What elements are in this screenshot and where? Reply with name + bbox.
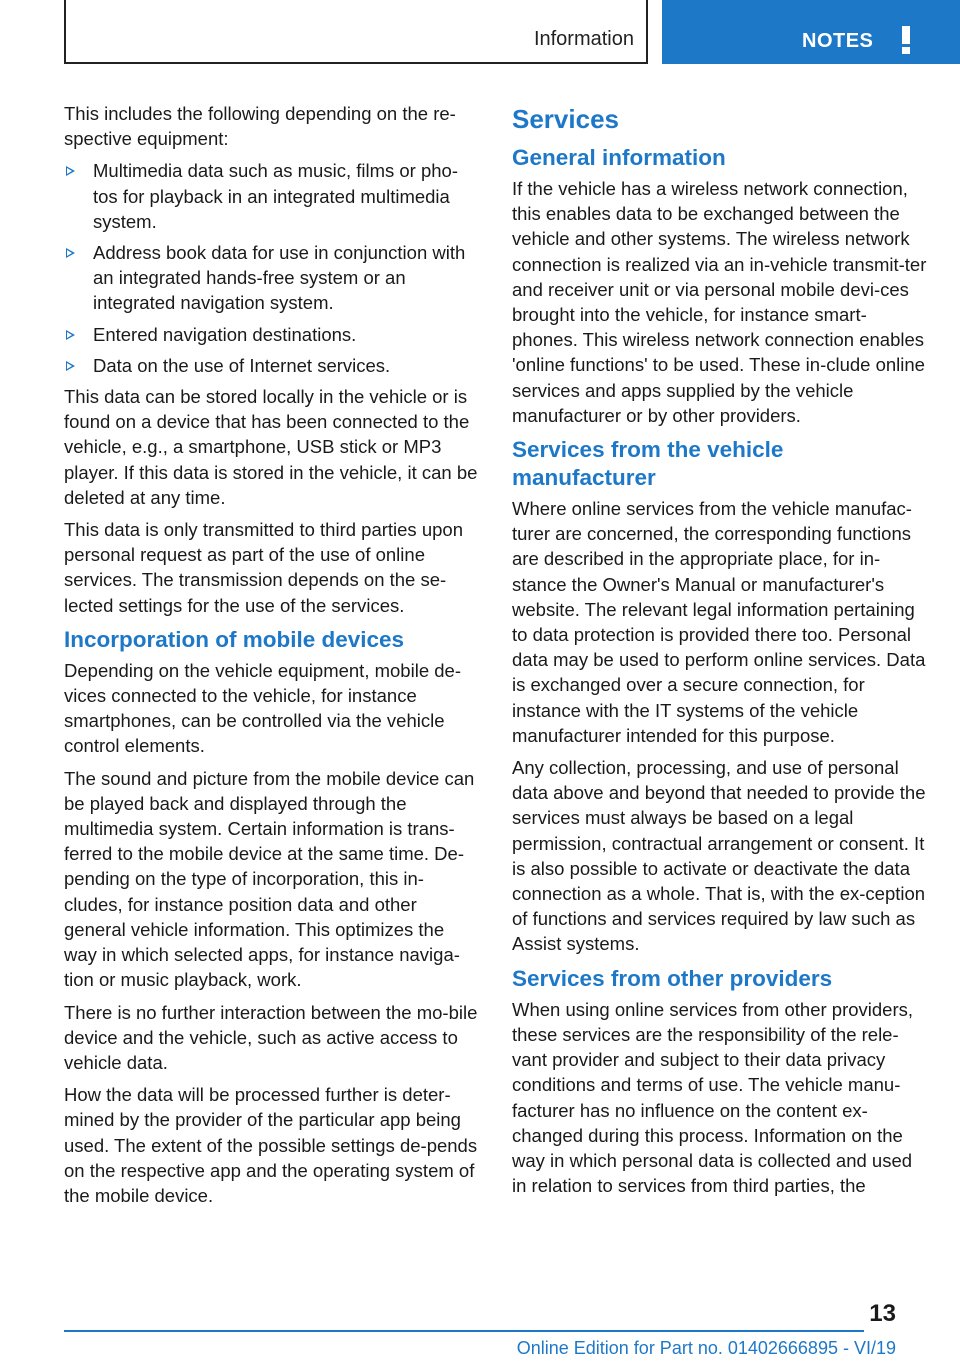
- header-section-box: [64, 0, 648, 64]
- edition-footer: Online Edition for Part no. 01402666895 - VI/19: [516, 1338, 896, 1358]
- list-item-text: Multimedia data such as music, films or pho-tos for playback in an integrated multimedia system.: [93, 160, 458, 232]
- list-item: [64, 322, 480, 347]
- list-item-text: Entered navigation destinations.: [93, 323, 357, 345]
- mobile-paragraph-2: The sound and picture from the mobile device can be played back and displayed through the multimedia system. Certain information is trans-ferred to the mobile device at the same time. De-pending on the type of incorporation, this in-cludes, for instance position data and other general vehicle information. This optimizes the way in which selected apps, for instance naviga-tion or music playback, work.: [64, 767, 475, 991]
- bullet-triangle-icon: [66, 361, 75, 371]
- storage-paragraph: This data can be stored locally in the vehicle or is found on a device that has been connected to the vehicle, e.g., a smartphone, USB stick or MP3 player. If this data is stored in the vehicle, it can be deleted at any time.: [64, 386, 478, 508]
- manufacturer-services-heading: Services from the vehicle manufacturer: [512, 437, 784, 491]
- services-heading: Services: [512, 104, 619, 134]
- list-item-text: Address book data for use in conjunction with an integrated hands-free system or an integrated navigation system.: [93, 242, 466, 314]
- right-column: [512, 101, 928, 1205]
- transmission-paragraph: This data is only transmitted to third parties upon personal request as part of the use of online services. The transmission depends on the se-lected settings for the use of the services.: [64, 519, 463, 616]
- list-item: [64, 353, 480, 378]
- mobile-paragraph-3: There is no further interaction between the mo-bile device and the vehicle, such as active access to vehicle data.: [64, 1001, 478, 1073]
- other-providers-heading: Services from other providers: [512, 965, 833, 991]
- bullet-triangle-icon: [66, 330, 75, 340]
- notes-tab-label: NOTES: [802, 30, 874, 52]
- list-item: [64, 158, 480, 234]
- left-column: [64, 101, 480, 1215]
- mobile-devices-heading: Incorporation of mobile devices: [64, 626, 405, 652]
- section-title: Information: [533, 28, 634, 50]
- exclamation-icon: [902, 26, 910, 54]
- footer-divider: [64, 1330, 864, 1332]
- general-paragraph: If the vehicle has a wireless network connection, this enables data to be exchanged between the vehicle and other systems. The wireless network connection is realized via an in-vehicle transmit-ter and receiver unit or via personal mobile devi-ces brought into the vehicle, for instance smart-phones. This wireless network connection enables 'online functions' to be used. These in-clude online services and apps supplied by the vehicle manufacturer or by other providers.: [512, 178, 927, 426]
- list-item-text: Data on the use of Internet services.: [93, 354, 391, 376]
- bullet-triangle-icon: [66, 166, 75, 176]
- equipment-data-list: [64, 158, 480, 378]
- list-item: [64, 240, 480, 316]
- manufacturer-paragraph-2: Any collection, processing, and use of personal data above and beyond that needed to provide the services must always be based on a legal permission, contractual arrangement or consent. It is also possible to activate or deactivate the data connection as a whole. That is, with the ex-ception of functions and services required by law such as Assist systems.: [512, 757, 926, 955]
- notes-tab: [662, 0, 960, 64]
- other-providers-paragraph: When using online services from other providers, these services are the responsibility of the rele-vant provider and subject to their data privacy conditions and terms of use. The vehicle manu-facturer has no influence on the content ex-changed during this process. Information on the way in which personal data is collected and used in relation to services from third parties, the: [512, 998, 914, 1197]
- mobile-paragraph-4: How the data will be processed further is deter-mined by the provider of the particular app being used. The extent of the possible settings de-pends on the respective app and the operating system of the mobile device.: [64, 1084, 478, 1206]
- mobile-paragraph-1: Depending on the vehicle equipment, mobile de-vices connected to the vehicle, for instance smartphones, can be controlled via the vehicle control elements.: [64, 659, 461, 757]
- manufacturer-paragraph-1: Where online services from the vehicle manufac-turer are concerned, the corresponding functions are described in the appropriate place, for in-stance the Owner's Manual or manufacturer's website. The relevant legal information pertaining to data protection is provided there too. Personal data may be used to perform online services. Data is exchanged over a secure connection, for instance with the IT systems of the vehicle manufacturer intended for this purpose.: [512, 498, 926, 746]
- bullet-triangle-icon: [66, 248, 75, 258]
- general-information-heading: General information: [512, 145, 726, 170]
- intro-paragraph: This includes the following depending on the re-spective equipment:: [64, 103, 456, 150]
- page-number: 13: [869, 1300, 896, 1327]
